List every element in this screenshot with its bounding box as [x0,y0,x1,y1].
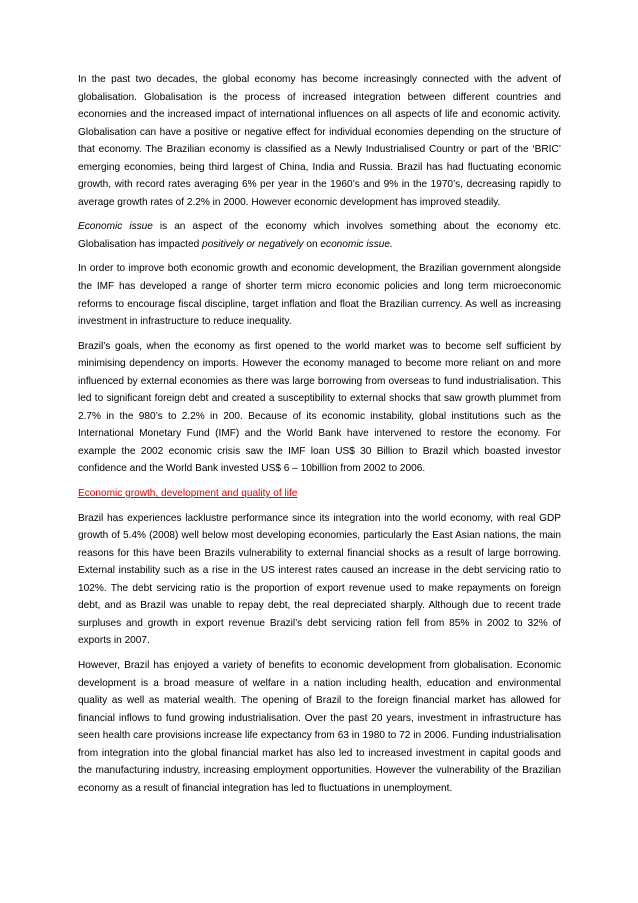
document-page [78,71,561,804]
economic-issue-emphasis-1: positively or negatively [202,238,304,250]
economic-issue-text-1: is an aspect of the economy which involves something about the economy etc. Globalisation has impacted [78,221,561,250]
paragraph-brazil-goals: Brazil’s goals, when the economy as first opened to the world market was to become self sufficient by minimising dependency on imports. However the economy managed to become more reliant on and more influenced by external economies as there was large borrowing from overseas to fund industrialisation. This led to significant foreign debt and created a susceptibility to external shocks that saw growth plummet from 2.7% in the 980’s to 2.2% in 200. Because of its economic instability, global institutions such as the International Monetary Fund (IMF) and the World Bank have intervened to restore the economy. For example the 2002 economic crisis saw the IMF loan US$ 30 Billion to Brazil which boasted investor confidence and the World Bank invested US$ 6 – 10billion from 2002 to 2006. [78,340,561,475]
economic-issue-text-2: on [303,238,321,250]
economic-issue-term: Economic issue [78,221,153,233]
paragraph-development-benefits: However, Brazil has enjoyed a variety of benefits to economic development from globalisation. Economic development is a broad measure of welfare in a nation including health, education and environmental quality as well as material wealth. The opening of Brazil to the foreign financial market has allowed for financial inflows to fund growing industrialisation. Over the past 20 years, investment in infrastructure has seen health care provisions increase life expectancy from 63 in 1980 to 72 in 2006. Funding industrialisation from integration into the global financial market has also led to increased investment in capital goods and the manufacturing industry, increasing employment opportunities. However the vulnerability of the Brazilian economy as a result of financial integration has led to fluctuations in unemployment. [78,659,561,794]
paragraph-globalisation-intro: In the past two decades, the global economy has become increasingly connected with the advent of globalisation. Globalisation is the process of increased integration between different countries and economies and the increased impact of international influences on all aspects of life and economic activity. Globalisation can have a positive or negative effect for individual economies depending on the structure of that economy. The Brazilian economy is classified as a Newly Industrialised Country or part of the ‘BRIC’ emerging economies, being third largest of China, India and Russia. Brazil has had fluctuating economic growth, with record rates averaging 6% per year in the 1960’s and 9% in the 1970’s, decreasing rapidly to average growth rates of 2.2% in 2000. However economic development has improved steadily. [78,74,561,208]
paragraph-growth-performance: Brazil has experiences lacklustre performance since its integration into the world economy, with real GDP growth of 5.4% (2008) well below most developing economies, particularly the East Asian nations, the main reasons for this have been Brazils vulnerability to external financial shocks as a result of large borrowing. External instability such as a rise in the US interest rates caused an increase in the debt servicing ratio to 102%. The debt servicing ratio is the proportion of export revenue used to make repayments on foreign debt, and as Brazil was unable to repay debt, the real depreciated sharply. Although due to recent trade surpluses and growth in export revenue Brazil’s debt servicing ration fell from 85% in 2002 to 32% of exports in 2007. [78,512,561,647]
economic-issue-emphasis-2: economic issue. [320,238,393,250]
paragraph-economic-issue-definition [78,218,561,253]
paragraph-government-policies: In order to improve both economic growth and economic development, the Brazilian government alongside the IMF has developed a range of shorter term micro economic policies and long term microeconomic reforms to encourage fiscal discipline, target inflation and float the Brazilian currency. As well as increasing investment in infrastructure to reduce inequality. [78,263,561,328]
section-heading: Economic growth, development and quality of life [78,488,298,500]
